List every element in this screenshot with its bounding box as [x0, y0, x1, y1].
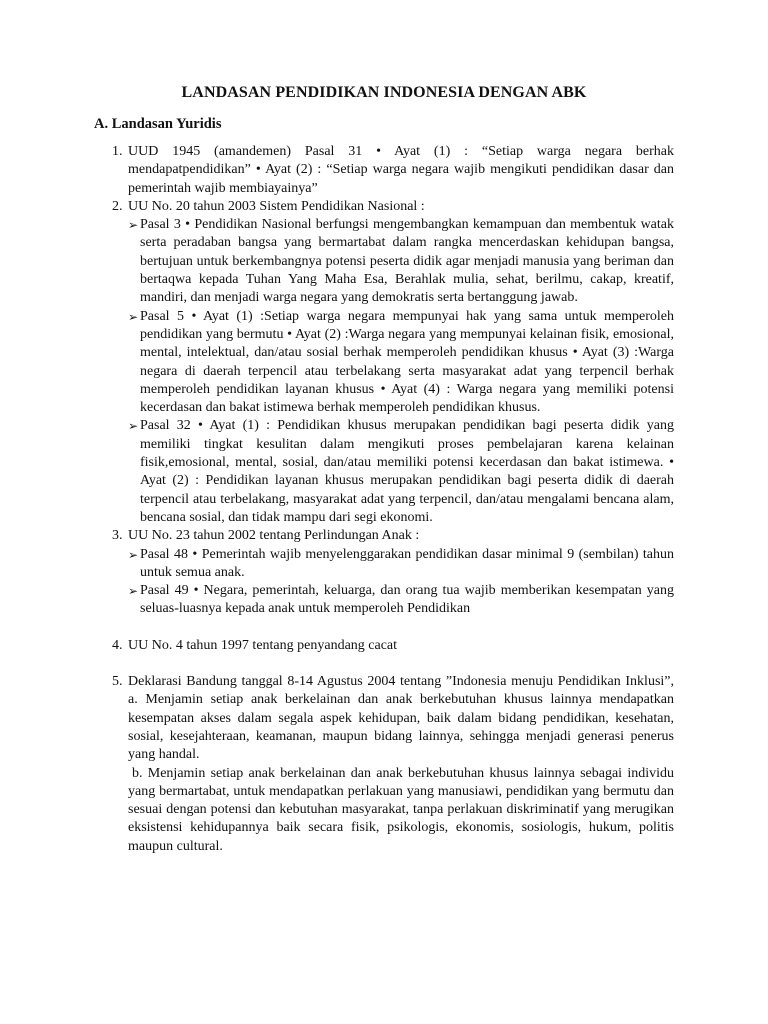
arrow-bullet-icon: ➢ — [128, 309, 139, 324]
sub-item-text: Pasal 48 • Pemerintah wajib menyelenggarakan pendidikan dasar minimal 9 (sembilan) tahun untuk semua anak. — [140, 546, 674, 580]
sub-list — [128, 216, 674, 527]
arrow-bullet-icon: ➢ — [128, 419, 139, 434]
list-item-text: UU No. 4 tahun 1997 tentang penyandang cacat — [128, 637, 398, 653]
arrow-bullet-icon: ➢ — [128, 218, 139, 233]
document-title: LANDASAN PENDIDIKAN INDONESIA DENGAN ABK — [181, 84, 587, 101]
sub-item — [128, 582, 674, 619]
sub-item-text: Pasal 32 • Ayat (1) : Pendidikan khusus merupakan pendidikan bagi peserta didik yang memiliki tingkat kesulitan dalam mengikuti proses pembelajaran karena kelainan fisik,emosional, mental, sosial, dan/atau memiliki potensi kecerdasan dan bakat istimewa. • Ayat (2) : Pendidikan layanan khusus merupakan pendidikan bagi peserta didik di daerah terpencil atau terbelakang, masyarakat adat yang terpencil, dan/atau mengalami bencana alam, bencana sosial, dan tidak mampu dari segi ekonomi. — [140, 418, 674, 525]
list-item-text: Deklarasi Bandung tanggal 8-14 Agustus 2004 tentang ”Indonesia menuju Pendidikan Inklusi”, a. Menjamin setiap anak berkelainan dan anak berkebutuhan khusus lainnya mendapatkan kesempatan akses dalam segala aspek kehidupan, baik dalam bidang pendidikan, kesehatan, sosial, kesejahteraan, keamanan, maupun bidang lainnya, sehingga menjadi generasi penerus yang handal. — [128, 674, 674, 763]
arrow-bullet-icon: ➢ — [128, 547, 139, 562]
arrow-bullet-icon: ➢ — [128, 584, 139, 599]
spacer — [128, 619, 674, 637]
list-item-2 — [94, 198, 674, 527]
sub-item-text: Pasal 5 • Ayat (1) :Setiap warga negara mempunyai hak yang sama untuk memperoleh pendidikan yang bermutu • Ayat (2) :Warga negara yang mempunyai kelainan fisik, emosional, mental, intelektual, dan/atau sosial berhak memperoleh pendidikan khusus • Ayat (3) :Warga negara di daerah terpencil atau terbelakang serta masyarakat adat yang terpencil berhak memperoleh pendidikan layanan khusus • Ayat (4) : Warga negara yang memiliki potensi kecerdasan dan bakat istimewa berhak memperoleh pendidikan khusus. — [140, 308, 674, 416]
section-heading: A. Landasan Yuridis — [94, 116, 222, 132]
spacer — [128, 655, 674, 673]
list-item-3 — [94, 527, 674, 636]
list-item-5 — [94, 673, 674, 856]
list-number: 5. — [112, 674, 123, 690]
list-number: 3. — [112, 528, 123, 544]
sub-list — [128, 546, 674, 619]
list-number: 2. — [112, 198, 123, 214]
sub-item — [128, 417, 674, 527]
list-number: 1. — [112, 144, 123, 159]
legal-basis-list — [94, 143, 674, 856]
sub-item — [128, 216, 674, 307]
list-item-text: UU No. 23 tahun 2002 tentang Perlindungan Anak : — [128, 528, 420, 544]
sub-item-text: Pasal 49 • Negara, pemerintah, keluarga, dan orang tua wajib memberikan kesempatan yang seluas-luasnya kepada anak untuk memperoleh Pendidikan — [140, 583, 674, 617]
sub-item — [128, 546, 674, 583]
list-item-text: UU No. 20 tahun 2003 Sistem Pendidikan Nasional : — [128, 198, 425, 214]
list-item-4 — [94, 637, 674, 673]
sub-item — [128, 308, 674, 418]
list-item-1 — [94, 143, 674, 198]
list-number: 4. — [112, 637, 123, 653]
sub-item-text: Pasal 3 • Pendidikan Nasional berfungsi mengembangkan kemampuan dan membentuk watak serta peradaban bangsa yang bermartabat dalam rangka mencerdaskan kehidupan bangsa, bertujuan untuk berkembangnya potensi peserta didik agar menjadi manusia yang beriman dan bertaqwa kepada Tuhan Yang Maha Esa, Berahlak mulia, sehat, berilmu, cakap, kreatif, mandiri, dan menjadi warga negara yang demokratis serta bertanggung jawab. — [140, 217, 674, 306]
list-item-paragraph: b. Menjamin setiap anak berkelainan dan anak berkebutuhan khusus lainnya sebagai individu yang bermartabat, untuk mendapatkan perlakuan yang manusiawi, pendidikan yang bermutu dan sesuai dengan potensi dan kebutuhan masyarakat, tanpa perlakuan diskriminatif yang merugikan eksistensi kehidupannya baik secara fisik, psikologis, ekonomis, sosiologis, hukum, politis maupun cultural. — [128, 765, 674, 854]
list-item-text: UUD 1945 (amandemen) Pasal 31 • Ayat (1) : “Setiap warga negara berhak mendapatpendidikan” • Ayat (2) : “Setiap warga negara wajib mengikuti pendidikan dasar dan pemerintah wajib membiayainya” — [128, 144, 674, 196]
